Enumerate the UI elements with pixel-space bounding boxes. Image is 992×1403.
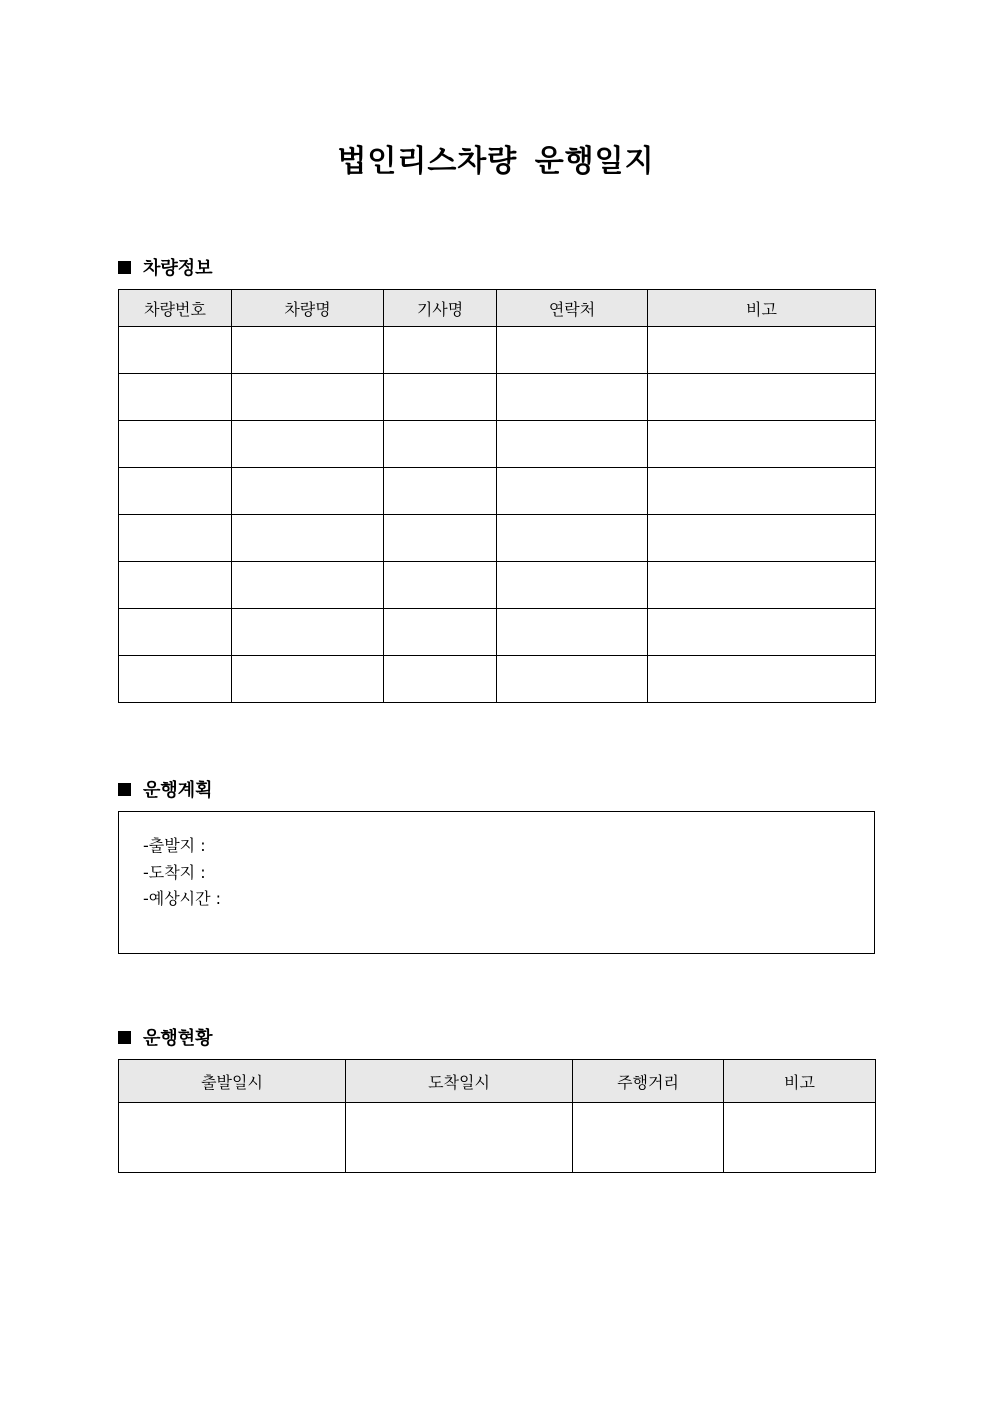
table-cell-empty[interactable]: [497, 374, 648, 421]
table-cell-empty[interactable]: [119, 327, 232, 374]
table-cell-empty[interactable]: [119, 1103, 346, 1173]
section-heading-vehicle-info: [118, 254, 213, 280]
table-cell-empty[interactable]: [232, 421, 384, 468]
column-header-contact: 연락처: [497, 290, 648, 327]
square-bullet-icon: [118, 1031, 131, 1044]
table-cell-empty[interactable]: [384, 656, 497, 703]
table-cell-empty[interactable]: [119, 609, 232, 656]
table-cell-empty[interactable]: [384, 562, 497, 609]
table-cell-empty[interactable]: [119, 562, 232, 609]
table-cell-empty[interactable]: [384, 327, 497, 374]
table-cell-empty[interactable]: [232, 609, 384, 656]
plan-destination-line: -도착지 :: [143, 863, 206, 882]
table-cell-empty[interactable]: [384, 515, 497, 562]
table-cell-empty[interactable]: [119, 656, 232, 703]
table-cell-empty[interactable]: [119, 515, 232, 562]
table-header-row: [119, 1060, 876, 1103]
table-row: [119, 609, 876, 656]
table-cell-empty[interactable]: [648, 421, 876, 468]
section-heading-driving-plan: [118, 776, 213, 802]
column-header-remarks: 비고: [724, 1060, 876, 1103]
table-cell-empty[interactable]: [384, 374, 497, 421]
section-heading-label: 운행계획: [143, 780, 213, 801]
table-row: [119, 374, 876, 421]
table-cell-empty[interactable]: [384, 468, 497, 515]
table-cell-empty[interactable]: [573, 1103, 724, 1173]
square-bullet-icon: [118, 783, 131, 796]
column-header-arrival-datetime: 도착일시: [346, 1060, 573, 1103]
table-cell-empty[interactable]: [346, 1103, 573, 1173]
table-cell-empty[interactable]: [232, 327, 384, 374]
column-header-driver-name: 기사명: [384, 290, 497, 327]
table-row: [119, 515, 876, 562]
table-cell-empty[interactable]: [497, 609, 648, 656]
table-row: [119, 468, 876, 515]
document-title: 법인리스차량 운행일지: [337, 144, 655, 179]
table-cell-empty[interactable]: [497, 327, 648, 374]
table-cell-empty[interactable]: [119, 374, 232, 421]
table-cell-empty[interactable]: [648, 562, 876, 609]
table-cell-empty[interactable]: [384, 609, 497, 656]
table-row: [119, 421, 876, 468]
table-cell-empty[interactable]: [648, 374, 876, 421]
column-header-vehicle-name: 차량명: [232, 290, 384, 327]
table-cell-empty[interactable]: [648, 327, 876, 374]
section-heading-label: 운행현황: [143, 1028, 213, 1049]
table-cell-empty[interactable]: [119, 421, 232, 468]
table-cell-empty[interactable]: [648, 468, 876, 515]
table-cell-empty[interactable]: [648, 609, 876, 656]
table-cell-empty[interactable]: [648, 656, 876, 703]
table-cell-empty[interactable]: [232, 515, 384, 562]
table-cell-empty[interactable]: [497, 468, 648, 515]
table-header-row: [119, 290, 876, 327]
table-cell-empty[interactable]: [497, 515, 648, 562]
table-cell-empty[interactable]: [648, 515, 876, 562]
table-row: [119, 562, 876, 609]
table-cell-empty[interactable]: [232, 562, 384, 609]
column-header-remarks: 비고: [648, 290, 876, 327]
square-bullet-icon: [118, 261, 131, 274]
table-row: [119, 1103, 876, 1173]
table-cell-empty[interactable]: [232, 374, 384, 421]
plan-estimated-time-line: -예상시간 :: [143, 889, 222, 908]
table-cell-empty[interactable]: [384, 421, 497, 468]
driving-status-table: [118, 1059, 876, 1173]
vehicle-info-table: [118, 289, 876, 703]
table-cell-empty[interactable]: [119, 468, 232, 515]
section-heading-label: 차량정보: [143, 258, 213, 279]
column-header-distance: 주행거리: [573, 1060, 724, 1103]
table-row: [119, 327, 876, 374]
driving-plan-box: [118, 811, 875, 954]
table-cell-empty[interactable]: [497, 421, 648, 468]
table-cell-empty[interactable]: [497, 562, 648, 609]
table-cell-empty[interactable]: [497, 656, 648, 703]
table-cell-empty[interactable]: [724, 1103, 876, 1173]
table-cell-empty[interactable]: [232, 656, 384, 703]
column-header-departure-datetime: 출발일시: [119, 1060, 346, 1103]
plan-departure-line: -출발지 :: [143, 836, 206, 855]
table-cell-empty[interactable]: [232, 468, 384, 515]
table-row: [119, 656, 876, 703]
section-heading-driving-status: [118, 1024, 213, 1050]
column-header-vehicle-number: 차량번호: [119, 290, 232, 327]
